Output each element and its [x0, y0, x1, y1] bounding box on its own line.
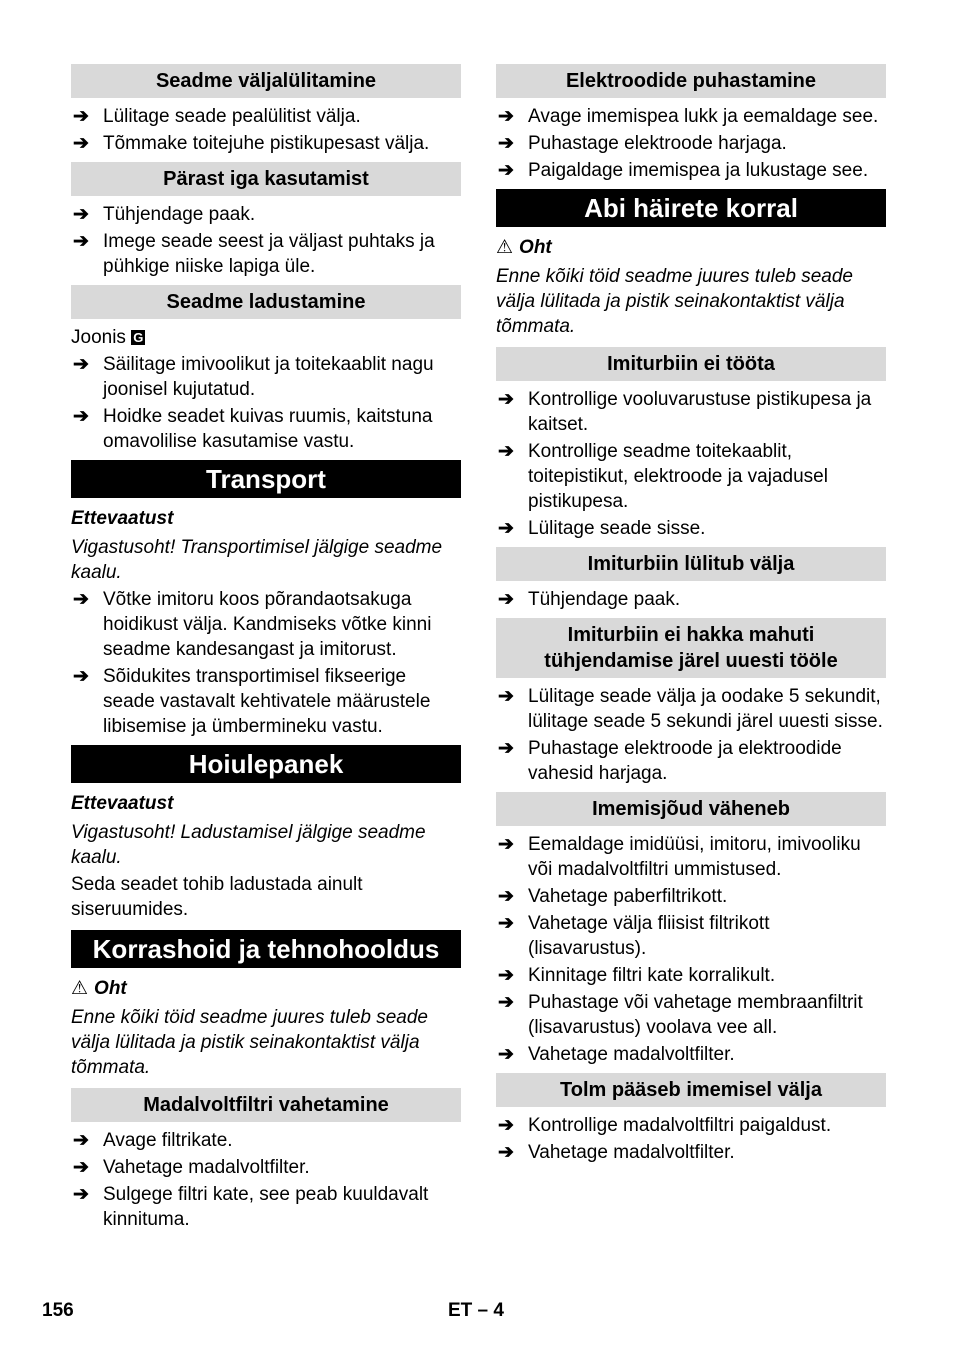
- heading-electrode-cleaning: Elektroodide puhastamine: [496, 64, 886, 98]
- arrow-bullet-icon: ➔: [498, 913, 514, 934]
- section-transport: Transport: [71, 460, 461, 498]
- arrow-bullet-icon: ➔: [73, 133, 89, 154]
- warning-icon: ⚠: [496, 237, 514, 258]
- danger-text: Enne kõiki töid seadme juures tuleb seade välja lülitada ja pistik seinakontaktist välja tõmmata.: [71, 1007, 429, 1078]
- list-item: ➔ Avage imemispea lukk ja eemaldage see.: [498, 106, 879, 127]
- arrow-bullet-icon: ➔: [498, 441, 514, 462]
- warning-icon: ⚠: [71, 978, 89, 999]
- list-turbine-not-working: [496, 387, 886, 541]
- list-item: ➔ Tühjendage paak.: [73, 204, 256, 225]
- arrow-bullet-icon: ➔: [498, 1044, 514, 1065]
- list-item: ➔ Kontrollige seadme toitekaablit, toitepistikut, elektroode ja vajadusel pistikupesa.: [498, 441, 828, 512]
- list-turbine-switches-off: [496, 587, 886, 612]
- caution-text: Vigastusoht! Transportimisel jälgige seadme kaalu.: [71, 537, 443, 583]
- arrow-bullet-icon: ➔: [498, 886, 514, 907]
- heading-suction-decreases: Imemisjõud väheneb: [496, 792, 886, 826]
- danger-label: ⚠ Oht: [496, 237, 552, 258]
- heading-after-use: Pärast iga kasutamist: [71, 162, 461, 196]
- arrow-bullet-icon: ➔: [498, 1115, 514, 1136]
- arrow-bullet-icon: ➔: [498, 106, 514, 127]
- caution-text: Vigastusoht! Ladustamisel jälgige seadme kaalu.: [71, 822, 426, 868]
- list-device-storage: [71, 352, 461, 454]
- arrow-bullet-icon: ➔: [498, 389, 514, 410]
- heading-switch-off: Seadme väljalülitamine: [71, 64, 461, 98]
- list-item: ➔ Puhastage elektroode harjaga.: [498, 133, 787, 154]
- section-troubleshooting: Abi häirete korral: [496, 189, 886, 227]
- list-item: ➔ Lülitage seade pealülitist välja.: [73, 106, 361, 127]
- arrow-bullet-icon: ➔: [498, 965, 514, 986]
- section-maintenance: Korrashoid ja tehnohooldus: [71, 930, 461, 968]
- arrow-bullet-icon: ➔: [73, 106, 89, 127]
- list-item: ➔ Tühjendage paak.: [498, 589, 681, 610]
- list-item: ➔ Kontrollige vooluvarustuse pistikupesa ja kaitset.: [498, 389, 872, 435]
- list-item: ➔ Imege seade seest ja väljast puhtaks ja pühkige niiske lapiga üle.: [73, 231, 435, 277]
- list-turbine-no-restart: [496, 684, 886, 786]
- page-number: 156: [42, 1300, 74, 1321]
- list-item: ➔ Hoidke seadet kuivas ruumis, kaitstuna omavolilise kasutamise vastu.: [73, 406, 433, 452]
- arrow-bullet-icon: ➔: [73, 1130, 89, 1151]
- left-column: [71, 64, 461, 1238]
- list-item: ➔ Avage filtrikate.: [73, 1130, 233, 1151]
- arrow-bullet-icon: ➔: [498, 834, 514, 855]
- arrow-bullet-icon: ➔: [498, 686, 514, 707]
- list-item: ➔ Kinnitage filtri kate korralikult.: [498, 965, 776, 986]
- list-after-use: [71, 202, 461, 279]
- list-item: ➔ Lülitage seade sisse.: [498, 518, 706, 539]
- storage-text: Seda seadet tohib ladustada ainult siseruumides.: [71, 874, 363, 920]
- list-item: ➔ Lülitage seade välja ja oodake 5 sekundit, lülitage seade 5 sekundi järel uuesti sisse.: [498, 686, 883, 732]
- arrow-bullet-icon: ➔: [73, 589, 89, 610]
- arrow-bullet-icon: ➔: [73, 406, 89, 427]
- arrow-bullet-icon: ➔: [73, 231, 89, 252]
- section-storage: Hoiulepanek: [71, 745, 461, 783]
- list-item: ➔ Sõidukites transportimisel fikseerige seade vastavalt kehtivatele määrustele libisemise ja ümbermineku vastu.: [73, 666, 431, 737]
- list-item: ➔ Tõmmake toitejuhe pistikupesast välja.: [73, 133, 430, 154]
- list-item: ➔ Vahetage madalvoltfilter.: [73, 1157, 310, 1178]
- heading-filter-replace: Madalvoltfiltri vahetamine: [71, 1088, 461, 1122]
- list-item: ➔ Vahetage madalvoltfilter.: [498, 1142, 735, 1163]
- arrow-bullet-icon: ➔: [498, 738, 514, 759]
- arrow-bullet-icon: ➔: [73, 204, 89, 225]
- list-item: ➔ Sulgege filtri kate, see peab kuuldavalt kinnituma.: [73, 1184, 429, 1230]
- list-item: ➔ Puhastage või vahetage membraanfiltrit (lisavarustus) voolava vee all.: [498, 992, 863, 1038]
- list-item: ➔ Kontrollige madalvoltfiltri paigaldust.: [498, 1115, 832, 1136]
- arrow-bullet-icon: ➔: [73, 1157, 89, 1178]
- arrow-bullet-icon: ➔: [73, 666, 89, 687]
- arrow-bullet-icon: ➔: [498, 992, 514, 1013]
- heading-device-storage: Seadme ladustamine: [71, 285, 461, 319]
- heading-dust-escapes: Tolm pääseb imemisel välja: [496, 1073, 886, 1107]
- arrow-bullet-icon: ➔: [498, 1142, 514, 1163]
- arrow-bullet-icon: ➔: [498, 589, 514, 610]
- list-item: ➔ Paigaldage imemispea ja lukustage see.: [498, 160, 869, 181]
- caution-label: Ettevaatust: [71, 793, 174, 814]
- language-page-label: ET – 4: [448, 1300, 504, 1321]
- list-item: ➔ Eemaldage imidüüsi, imitoru, imivooliku või madalvoltfiltri ummistused.: [498, 834, 861, 880]
- list-transport: [71, 587, 461, 739]
- list-dust-escapes: [496, 1113, 886, 1165]
- arrow-bullet-icon: ➔: [498, 518, 514, 539]
- list-filter-replace: [71, 1128, 461, 1232]
- figure-reference: Joonis G: [71, 327, 144, 348]
- heading-turbine-switches-off: Imiturbiin lülitub välja: [496, 547, 886, 581]
- arrow-bullet-icon: ➔: [498, 160, 514, 181]
- figure-letter: G: [133, 330, 144, 345]
- list-suction-decreases: [496, 832, 886, 1067]
- list-item: ➔ Vahetage välja fliisist filtrikott (lisavarustus).: [498, 913, 770, 959]
- arrow-bullet-icon: ➔: [498, 133, 514, 154]
- danger-label: ⚠ Oht: [71, 978, 127, 999]
- list-switch-off: [71, 104, 461, 156]
- heading-turbine-not-working: Imiturbiin ei tööta: [496, 347, 886, 381]
- list-item: ➔ Puhastage elektroode ja elektroodide vahesid harjaga.: [498, 738, 842, 784]
- list-electrode-cleaning: [496, 104, 886, 183]
- list-item: ➔ Vahetage madalvoltfilter.: [498, 1044, 735, 1065]
- caution-label: Ettevaatust: [71, 508, 174, 529]
- list-item: ➔ Vahetage paberfiltrikott.: [498, 886, 728, 907]
- right-column: [496, 64, 886, 1171]
- list-item: ➔ Säilitage imivoolikut ja toitekaablit nagu joonisel kujutatud.: [73, 354, 434, 400]
- danger-text: Enne kõiki töid seadme juures tuleb seade välja lülitada ja pistik seinakontaktist välja tõmmata.: [496, 266, 854, 337]
- arrow-bullet-icon: ➔: [73, 1184, 89, 1205]
- heading-turbine-no-restart: Imiturbiin ei hakka mahuti tühjendamise järel uuesti tööle: [496, 618, 886, 678]
- list-item: ➔ Võtke imitoru koos põrandaotsakuga hoidikust välja. Kandmiseks võtke kinni seadme kandesangast ja imitorust.: [73, 589, 432, 660]
- arrow-bullet-icon: ➔: [73, 354, 89, 375]
